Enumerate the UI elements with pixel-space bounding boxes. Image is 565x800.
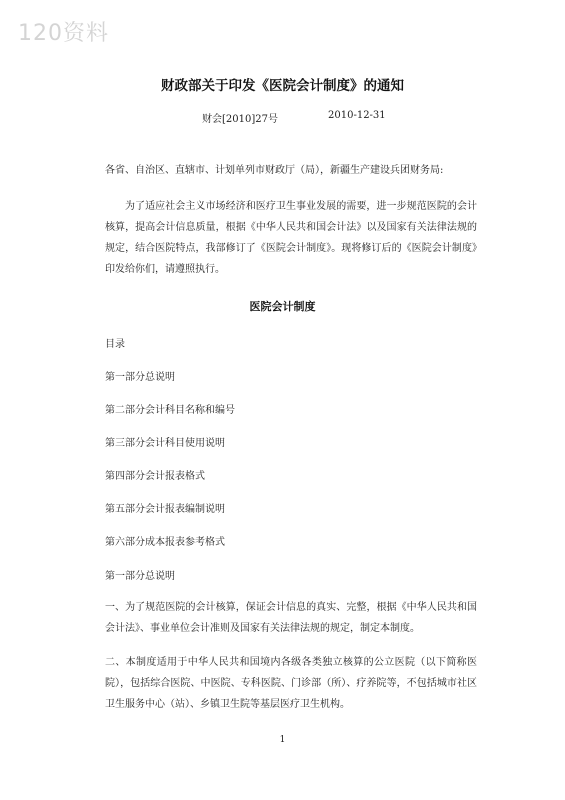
toc-item: 第二部分会计科目名称和编号 (105, 405, 235, 416)
addressee: 各省、自治区、直辖市、计划单列市财政厅（局），新疆生产建设兵团财务局: (105, 165, 444, 176)
toc-item: 第五部分会计报表编制说明 (105, 504, 225, 515)
toc-item: 第三部分会计科目使用说明 (105, 438, 225, 449)
watermark: 120资料 (18, 21, 109, 46)
toc-label: 目录 (105, 339, 125, 350)
page-number: 1 (279, 735, 286, 745)
part-one-heading: 第一部分总说明 (105, 571, 175, 582)
toc-item: 第一部分总说明 (105, 372, 175, 383)
intro-paragraph: 为了适应社会主义市场经济和医疗卫生事业发展的需要，进一步规范医院的会计核算，提高会计信息质量，根据《中华人民共和国会计法》以及国家有关法律法规的规定，结合医院特点，我部修订了《医院会计制度》。现将修订后的《医院会计制度》印发给你们，请遵照执行。 (105, 201, 477, 275)
document-title: 财政部关于印发《医院会计制度》的通知 (161, 78, 404, 94)
toc-item: 第四部分会计报表格式 (105, 471, 205, 482)
document-number: 财会[2010]27号 (202, 114, 278, 125)
document-date: 2010-12-31 (328, 110, 386, 121)
clause-2: 二、本制度适用于中华人民共和国境内各级各类独立核算的公立医院（以下简称医院），包括综合医院、中医院、专科医院、门诊部（所）、疗养院等，不包括城市社区卫生服务中心（站）、乡镇卫生院等基层医疗卫生机构。 (105, 657, 477, 710)
toc-item: 第六部分成本报表参考格式 (105, 537, 225, 548)
clause-1: 一、为了规范医院的会计核算，保证会计信息的真实、完整，根据《中华人民共和国会计法》、事业单位会计准则及国家有关法律法规的规定，制定本制度。 (105, 602, 477, 634)
section-title: 医院会计制度 (249, 300, 316, 313)
